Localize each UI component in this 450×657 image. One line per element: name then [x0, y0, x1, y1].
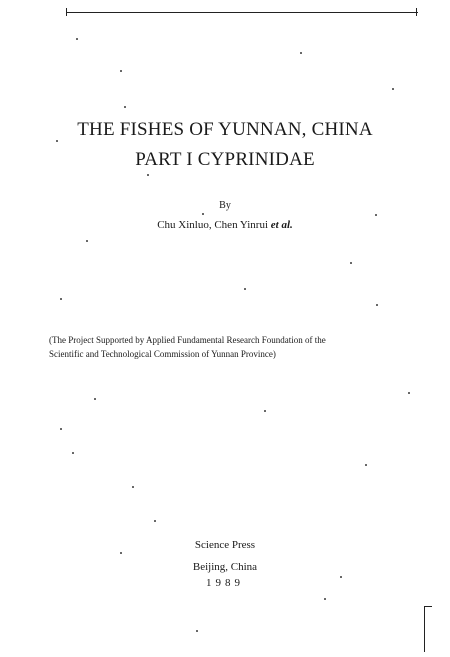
scan-speck: [94, 398, 96, 400]
scan-speck: [86, 240, 88, 242]
scan-speck: [56, 140, 58, 142]
scan-speck: [72, 452, 74, 454]
book-title-line-2: PART I CYPRINIDAE: [135, 149, 315, 170]
scan-speck: [365, 464, 367, 466]
scan-speck: [392, 88, 394, 90]
scan-speck: [300, 52, 302, 54]
publisher-name: Science Press: [194, 539, 256, 551]
top-rule-left-tick: [66, 8, 67, 16]
scan-speck: [196, 630, 198, 632]
scan-speck: [147, 174, 149, 176]
scan-speck: [132, 486, 134, 488]
scan-speck: [120, 70, 122, 72]
scan-speck: [375, 214, 377, 216]
scan-speck: [202, 213, 204, 215]
authors: [0, 219, 450, 231]
top-rule-right-tick: [416, 8, 417, 16]
scan-speck: [154, 520, 156, 522]
scan-speck: [408, 392, 410, 394]
by-label: By: [219, 200, 231, 211]
scan-speck: [120, 552, 122, 554]
scan-speck: [60, 428, 62, 430]
funding-note-line-2: Scientific and Technological Commission of Yunnan Province): [49, 349, 276, 359]
author-names: Chu Xinluo, Chen Yinrui: [157, 219, 271, 231]
publication-year: 1989: [206, 577, 244, 589]
publisher-place: Beijing, China: [192, 561, 258, 573]
scan-speck: [124, 106, 126, 108]
funding-note-line-1: (The Project Supported by Applied Fundamental Research Foundation of the: [49, 335, 326, 345]
book-title-line-1: THE FISHES OF YUNNAN, CHINA: [77, 119, 373, 140]
funding-note: [49, 333, 394, 361]
et-al: et al.: [270, 219, 293, 231]
scan-speck: [60, 298, 62, 300]
scan-speck: [350, 262, 352, 264]
scan-speck: [76, 38, 78, 40]
scan-speck: [340, 576, 342, 578]
scan-speck: [324, 598, 326, 600]
scan-speck: [376, 304, 378, 306]
top-rule: [66, 12, 418, 13]
scan-speck: [264, 410, 266, 412]
scan-speck: [244, 288, 246, 290]
corner-bracket-mark: [424, 606, 432, 652]
